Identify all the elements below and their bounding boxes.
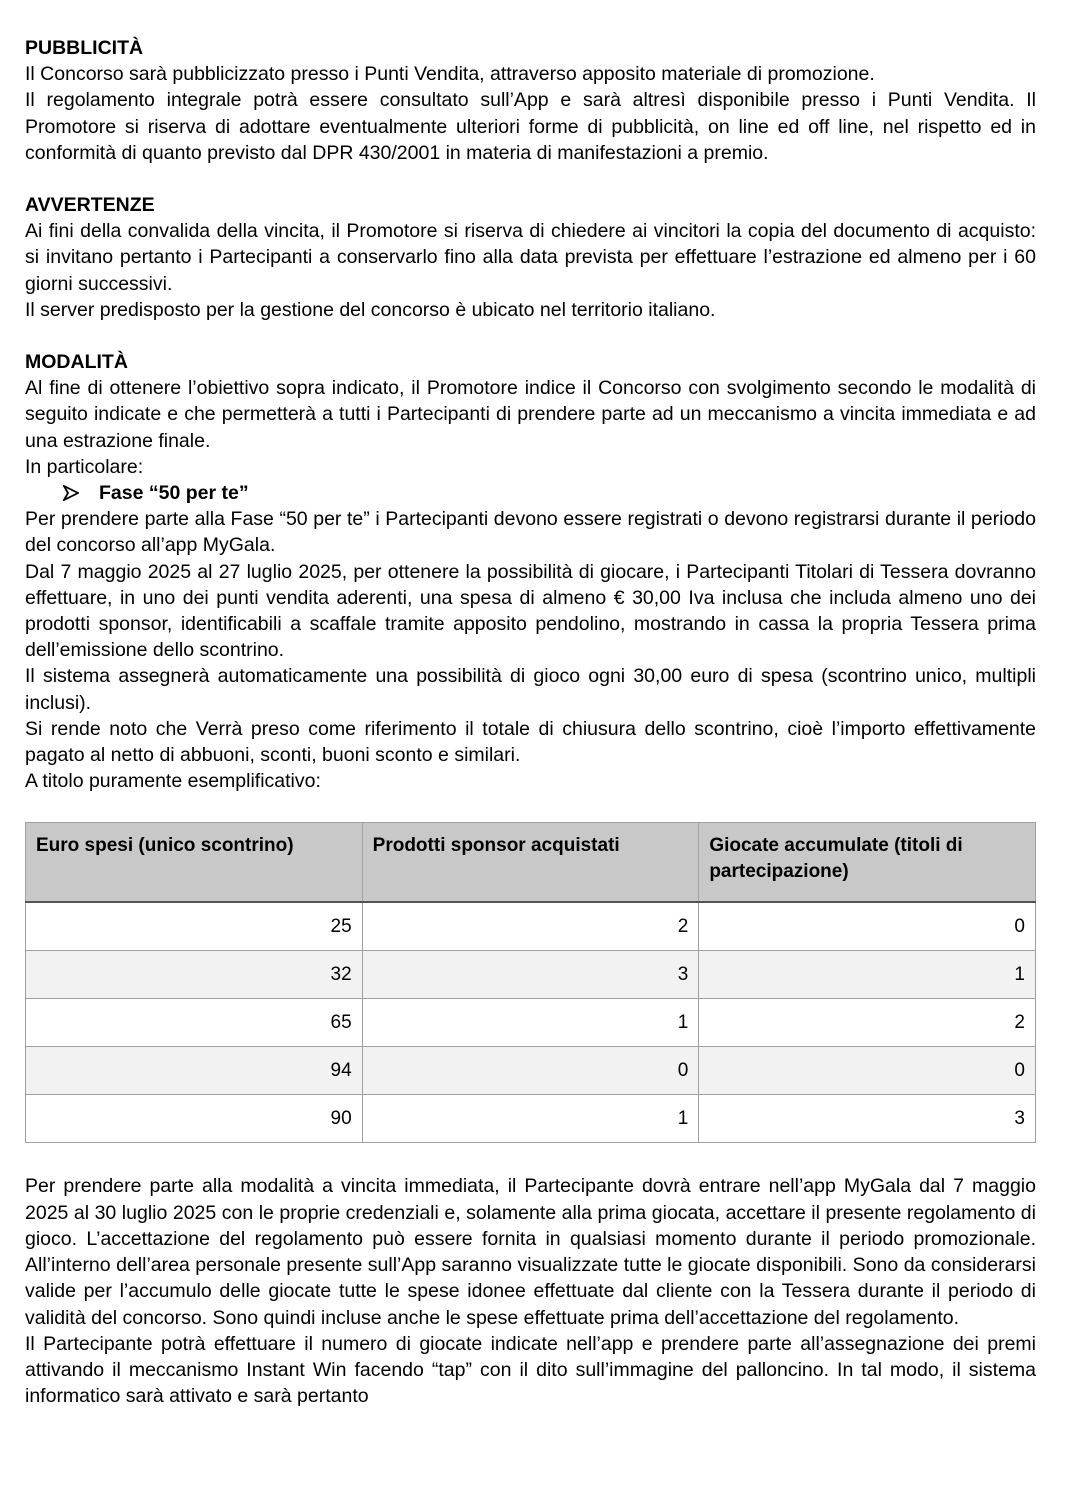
table-cell: 0 bbox=[699, 902, 1036, 951]
table-row bbox=[26, 951, 1036, 999]
bullet-item bbox=[25, 480, 1036, 506]
document-page bbox=[25, 35, 1036, 1409]
table-cell: 25 bbox=[26, 902, 363, 951]
paragraph: In particolare: bbox=[25, 455, 144, 478]
paragraph: Il server predisposto per la gestione del concorso è ubicato nel territorio italiano. bbox=[25, 298, 716, 321]
arrowhead-bullet-icon bbox=[63, 485, 99, 501]
table-cell: 1 bbox=[699, 951, 1036, 999]
heading-modalita: MODALITÀ bbox=[25, 351, 128, 374]
table-cell: 90 bbox=[26, 1095, 363, 1143]
paragraph: Ai fini della convalida della vincita, il Promotore si riserva di chiedere ai vincitori la copia del documento di acquisto: si invitano pertanto i Partecipanti a conservarlo fino alla data prevista per effettuare l’estrazione ed almeno per i 60 giorni successivi. bbox=[25, 220, 1036, 295]
spacer bbox=[25, 323, 1036, 349]
bullet-label: Fase “50 per te” bbox=[99, 482, 249, 505]
paragraph: Dal 7 maggio 2025 al 27 luglio 2025, per ottenere la possibilità di giocare, i Partecipanti Titolari di Tessera dovranno effettuare, in uno dei punti vendita aderenti, una spesa di almeno € 30,00 Iva inclusa che includa almeno uno dei prodotti sponsor, identificabili a scaffale tramite apposito pendolino, mostrando in cassa la propria Tessera prima dell’emissione dello scontrino. bbox=[25, 560, 1036, 662]
table-cell: 32 bbox=[26, 951, 363, 999]
table-cell: 1 bbox=[362, 1095, 699, 1143]
paragraph: Il regolamento integrale potrà essere consultato sull’App e sarà altresì disponibile presso i Punti Vendita. Il Promotore si riserva di adottare eventualmente ulteriori forme di pubblicità, on line ed off line, nel rispetto ed in conformità di quanto previsto dal DPR 430/2001 in materia di manifestazioni a premio. bbox=[25, 89, 1036, 164]
example-table-wrapper bbox=[25, 822, 1036, 1143]
table-cell: 0 bbox=[699, 1047, 1036, 1095]
table-cell: 94 bbox=[26, 1047, 363, 1095]
heading-avvertenze: AVVERTENZE bbox=[25, 194, 155, 217]
paragraph: Al fine di ottenere l’obiettivo sopra indicato, il Promotore indice il Concorso con svolgimento secondo le modalità di seguito indicate e che permetterà a tutti i Partecipanti di prendere parte ad un meccanismo a vincita immediata e ad una estrazione finale. bbox=[25, 377, 1036, 452]
table-row bbox=[26, 1095, 1036, 1143]
table-cell: 2 bbox=[362, 902, 699, 951]
table-row bbox=[26, 902, 1036, 951]
table-header-cell: Giocate accumulate (titoli di partecipazione) bbox=[699, 823, 1036, 903]
paragraph: Il Concorso sarà pubblicizzato presso i Punti Vendita, attraverso apposito materiale di promozione. bbox=[25, 63, 875, 86]
paragraph: A titolo puramente esemplificativo: bbox=[25, 770, 321, 793]
table-row bbox=[26, 999, 1036, 1047]
table-header-cell: Euro spesi (unico scontrino) bbox=[26, 823, 363, 903]
table-cell: 3 bbox=[362, 951, 699, 999]
table-header-row bbox=[26, 823, 1036, 903]
spacer bbox=[25, 166, 1036, 192]
paragraph: Per prendere parte alla modalità a vincita immediata, il Partecipante dovrà entrare nell’app MyGala dal 7 maggio 2025 al 30 luglio 2025 con le proprie credenziali e, solamente alla prima giocata, accettare il presente regolamento di gioco. L’accettazione del regolamento può essere fornita in qualsiasi momento durante il periodo promozionale. All’interno dell’area personale presente sull’App saranno visualizzate tutte le giocate disponibili. Sono da considerarsi valide per l’accumulo delle giocate tutte le spese idonee effettuate dal cliente con la Tessera durante il periodo di validità del concorso. Sono quindi incluse anche le spese effettuate prima dell’accettazione del regolamento. bbox=[25, 1175, 1036, 1329]
table-cell: 0 bbox=[362, 1047, 699, 1095]
paragraph: Il sistema assegnerà automaticamente una possibilità di gioco ogni 30,00 euro di spesa (scontrino unico, multipli inclusi). bbox=[25, 665, 1036, 714]
paragraph: Per prendere parte alla Fase “50 per te” i Partecipanti devono essere registrati o devono registrarsi durante il periodo del concorso all’app MyGala. bbox=[25, 508, 1036, 557]
table-cell: 1 bbox=[362, 999, 699, 1047]
table-cell: 2 bbox=[699, 999, 1036, 1047]
table-cell: 65 bbox=[26, 999, 363, 1047]
paragraph: Si rende noto che Verrà preso come riferimento il totale di chiusura dello scontrino, cioè l’importo effettivamente pagato al netto di abbuoni, sconti, buoni sconto e similari. bbox=[25, 717, 1036, 767]
paragraph: Il Partecipante potrà effettuare il numero di giocate indicate nell’app e prendere parte all’assegnazione dei premi attivando il meccanismo Instant Win facendo “tap” con il dito sull’immagine del palloncino. In tal modo, il sistema informatico sarà attivato e sarà pertanto bbox=[25, 1332, 1036, 1408]
table-row bbox=[26, 1047, 1036, 1095]
table-header-cell: Prodotti sponsor acquistati bbox=[362, 823, 699, 903]
example-table bbox=[25, 822, 1036, 1143]
heading-pubblicita: PUBBLICITÀ bbox=[25, 37, 144, 59]
table-cell: 3 bbox=[699, 1095, 1036, 1143]
